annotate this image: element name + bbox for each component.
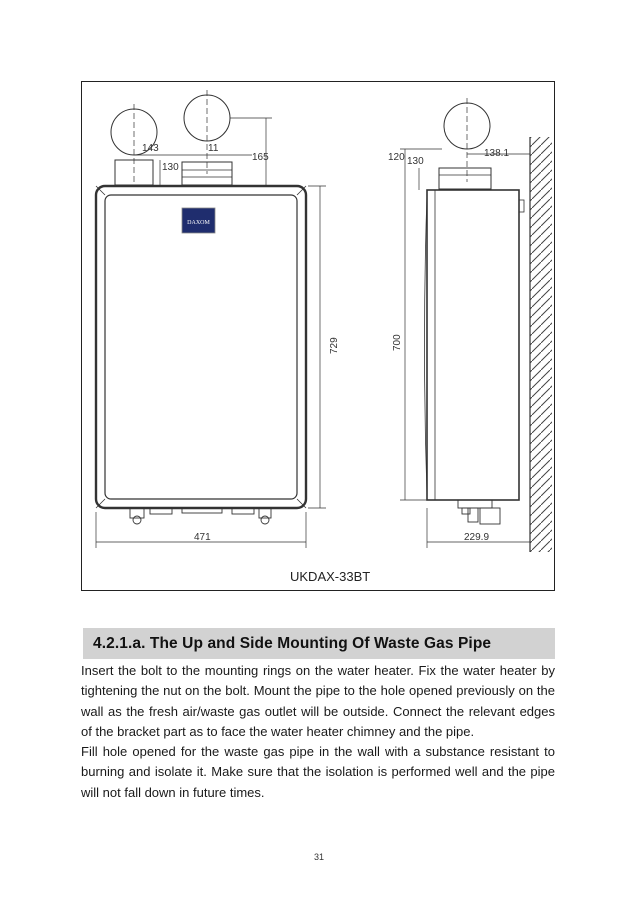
heater-front-panel: [105, 195, 297, 499]
dim-130-side: 130: [407, 156, 424, 167]
daxom-logo: [182, 208, 215, 233]
dim-471: 471: [194, 532, 211, 543]
dim-130-front: 130: [162, 162, 179, 173]
side-body-outline: [427, 190, 519, 500]
dim-229-9: 229.9: [464, 532, 490, 543]
dim-120: 120: [388, 152, 405, 163]
section-body: [81, 661, 555, 803]
section-heading-bar: [83, 628, 555, 659]
section-heading: 4.2.1.a. The Up and Side Mounting Of Waste Gas Pipe: [93, 635, 492, 652]
heater-body-outline: [96, 186, 306, 508]
paragraph-1: Insert the bolt to the mounting rings on the water heater. Fix the water heater by tightening the nut on the bolt. Mount the pipe to the hole opened previously on the wall as the fresh air/waste gas outlet will be outside. Connect the relevant edges of the bracket part as to face the water heater chimney and the pipe.: [81, 663, 555, 739]
dim-729: 729: [329, 337, 340, 354]
model-label: UKDAX-33BT: [290, 569, 371, 584]
svg-text:DAXOM: DAXOM: [187, 220, 210, 226]
wall-hatch: [530, 137, 552, 552]
dim-700: 700: [392, 334, 403, 351]
paragraph-2: Fill hole opened for the waste gas pipe in the wall with a substance resistant to burning and isolate it. Make sure that the isolation is performed well and the pipe will not fall down in future times.: [81, 744, 555, 800]
dimension-drawing: [82, 82, 556, 592]
dim-138-1: 138.1: [484, 148, 510, 159]
page-number: 31: [313, 852, 324, 862]
side-view: [425, 98, 525, 524]
dim-143: 143: [142, 143, 159, 154]
technical-drawing-frame: [81, 81, 555, 591]
dim-11: 11: [208, 143, 219, 154]
dim-165: 165: [252, 152, 269, 163]
